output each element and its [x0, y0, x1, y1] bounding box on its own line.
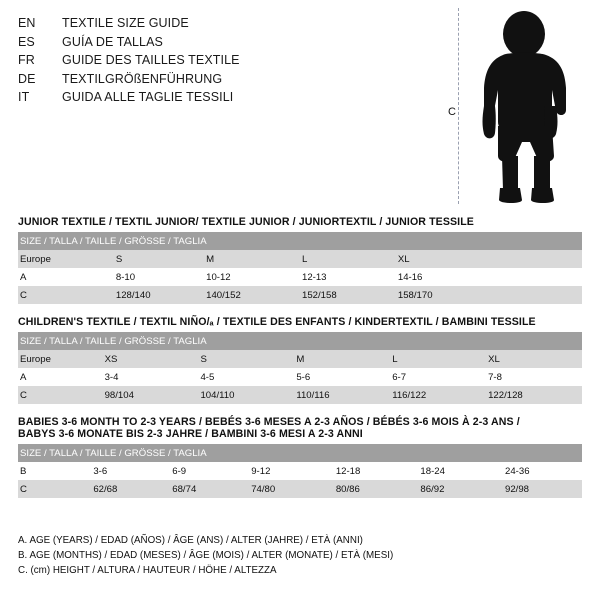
- cell: 98/104: [103, 386, 199, 404]
- cell: 116/122: [390, 386, 486, 404]
- section-junior: [18, 216, 582, 304]
- height-measurement-figure: [440, 6, 590, 206]
- table-subheader-label: SIZE / TALLA / TAILLE / GRÖSSE / TAGLIA: [18, 332, 582, 350]
- language-row: [18, 33, 438, 52]
- table-row: [18, 250, 582, 268]
- cell: M: [294, 350, 390, 368]
- children-size-table: [18, 332, 582, 404]
- row-label: C: [18, 286, 114, 304]
- legend-line: A. AGE (YEARS) / EDAD (AÑOS) / ÂGE (ANS) / ALTER (JAHRE) / ETÀ (ANNI): [18, 535, 363, 546]
- row-label: Europe: [18, 250, 114, 268]
- table-subheader-row: [18, 444, 582, 462]
- row-label: C: [18, 386, 103, 404]
- row-label: A: [18, 368, 103, 386]
- cell: 10-12: [204, 268, 300, 286]
- cell: 18-24: [418, 462, 503, 480]
- table-row: [18, 286, 582, 304]
- cell: 62/68: [91, 480, 170, 498]
- measure-dashed-line: [458, 8, 459, 204]
- cell: XS: [103, 350, 199, 368]
- table-row: [18, 350, 582, 368]
- cell: 158/170: [396, 286, 492, 304]
- language-row: [18, 14, 438, 33]
- language-row: [18, 88, 438, 107]
- section-title-line-2: BABYS 3-6 MONATE BIS 2-3 JAHRE / BAMBINI 3-6 MESI A 2-3 ANNI: [18, 428, 363, 440]
- language-row: [18, 51, 438, 70]
- cell: XL: [486, 350, 582, 368]
- cell: 152/158: [300, 286, 396, 304]
- language-code: FR: [18, 53, 35, 67]
- table-subheader-row: [18, 332, 582, 350]
- legend-line: B. AGE (MONTHS) / EDAD (MESES) / ÂGE (MOIS) / ALTER (MONATE) / ETÀ (MESI): [18, 550, 394, 561]
- section-title: CHILDREN'S TEXTILE / TEXTIL NIÑO/ₐ / TEXTILE DES ENFANTS / KINDERTEXTIL / BAMBINI TESSILE: [18, 316, 536, 328]
- cell: 68/74: [170, 480, 249, 498]
- row-label: C: [18, 480, 91, 498]
- cell: [492, 250, 582, 268]
- section-title-line-1: BABIES 3-6 MONTH TO 2-3 YEARS / BEBÉS 3-6 MESES A 2-3 AÑOS / BÉBÉS 3-6 MOIS À 2-3 ANS /: [18, 416, 520, 428]
- table-row: [18, 386, 582, 404]
- cell: [492, 268, 582, 286]
- cell: 110/116: [294, 386, 390, 404]
- language-code: EN: [18, 16, 36, 30]
- cell: [492, 286, 582, 304]
- cell: 104/110: [198, 386, 294, 404]
- cell: 24-36: [503, 462, 582, 480]
- cell: 128/140: [114, 286, 204, 304]
- language-text: GUÍA DE TALLAS: [62, 34, 163, 49]
- table-subheader-row: [18, 232, 582, 250]
- legend-notes: [18, 533, 582, 578]
- cell: S: [198, 350, 294, 368]
- table-row: [18, 462, 582, 480]
- row-label: A: [18, 268, 114, 286]
- cell: 9-12: [249, 462, 334, 480]
- cell: 8-10: [114, 268, 204, 286]
- cell: L: [300, 250, 396, 268]
- cell: 3-4: [103, 368, 199, 386]
- section-title: JUNIOR TEXTILE / TEXTIL JUNIOR/ TEXTILE JUNIOR / JUNIORTEXTIL / JUNIOR TESSILE: [18, 216, 474, 228]
- language-text: GUIDE DES TAILLES TEXTILE: [62, 53, 240, 67]
- cell: 5-6: [294, 368, 390, 386]
- table-row: [18, 268, 582, 286]
- table-row: [18, 480, 582, 498]
- child-silhouette-icon: [470, 10, 582, 206]
- junior-size-table: [18, 232, 582, 304]
- language-code: DE: [18, 71, 36, 86]
- cell: 92/98: [503, 480, 582, 498]
- cell: 12-13: [300, 268, 396, 286]
- measure-label-c: C: [448, 106, 456, 118]
- row-label: Europe: [18, 350, 103, 368]
- section-title: [18, 416, 582, 440]
- language-code: IT: [18, 90, 30, 104]
- language-text: TEXTILGRÖßENFÜHRUNG: [62, 71, 223, 86]
- cell: S: [114, 250, 204, 268]
- cell: 12-18: [334, 462, 419, 480]
- cell: 6-7: [390, 368, 486, 386]
- table-subheader-label: SIZE / TALLA / TAILLE / GRÖSSE / TAGLIA: [18, 444, 582, 462]
- language-row: [18, 70, 438, 89]
- section-children: [18, 316, 582, 404]
- cell: 140/152: [204, 286, 300, 304]
- legend-line: C. (cm) HEIGHT / ALTURA / HAUTEUR / HÖHE / ALTEZZA: [18, 565, 277, 576]
- row-label: B: [18, 462, 91, 480]
- cell: 7-8: [486, 368, 582, 386]
- cell: L: [390, 350, 486, 368]
- cell: XL: [396, 250, 492, 268]
- cell: 4-5: [198, 368, 294, 386]
- language-code: ES: [18, 34, 35, 49]
- language-text: TEXTILE SIZE GUIDE: [62, 16, 189, 30]
- cell: 14-16: [396, 268, 492, 286]
- babies-size-table: [18, 444, 582, 498]
- language-header: [18, 14, 438, 107]
- table-row: [18, 368, 582, 386]
- table-subheader-label: SIZE / TALLA / TAILLE / GRÖSSE / TAGLIA: [18, 232, 582, 250]
- section-babies: [18, 416, 582, 498]
- cell: M: [204, 250, 300, 268]
- cell: 86/92: [418, 480, 503, 498]
- cell: 6-9: [170, 462, 249, 480]
- cell: 80/86: [334, 480, 419, 498]
- cell: 122/128: [486, 386, 582, 404]
- cell: 3-6: [91, 462, 170, 480]
- language-text: GUIDA ALLE TAGLIE TESSILI: [62, 90, 234, 104]
- cell: 74/80: [249, 480, 334, 498]
